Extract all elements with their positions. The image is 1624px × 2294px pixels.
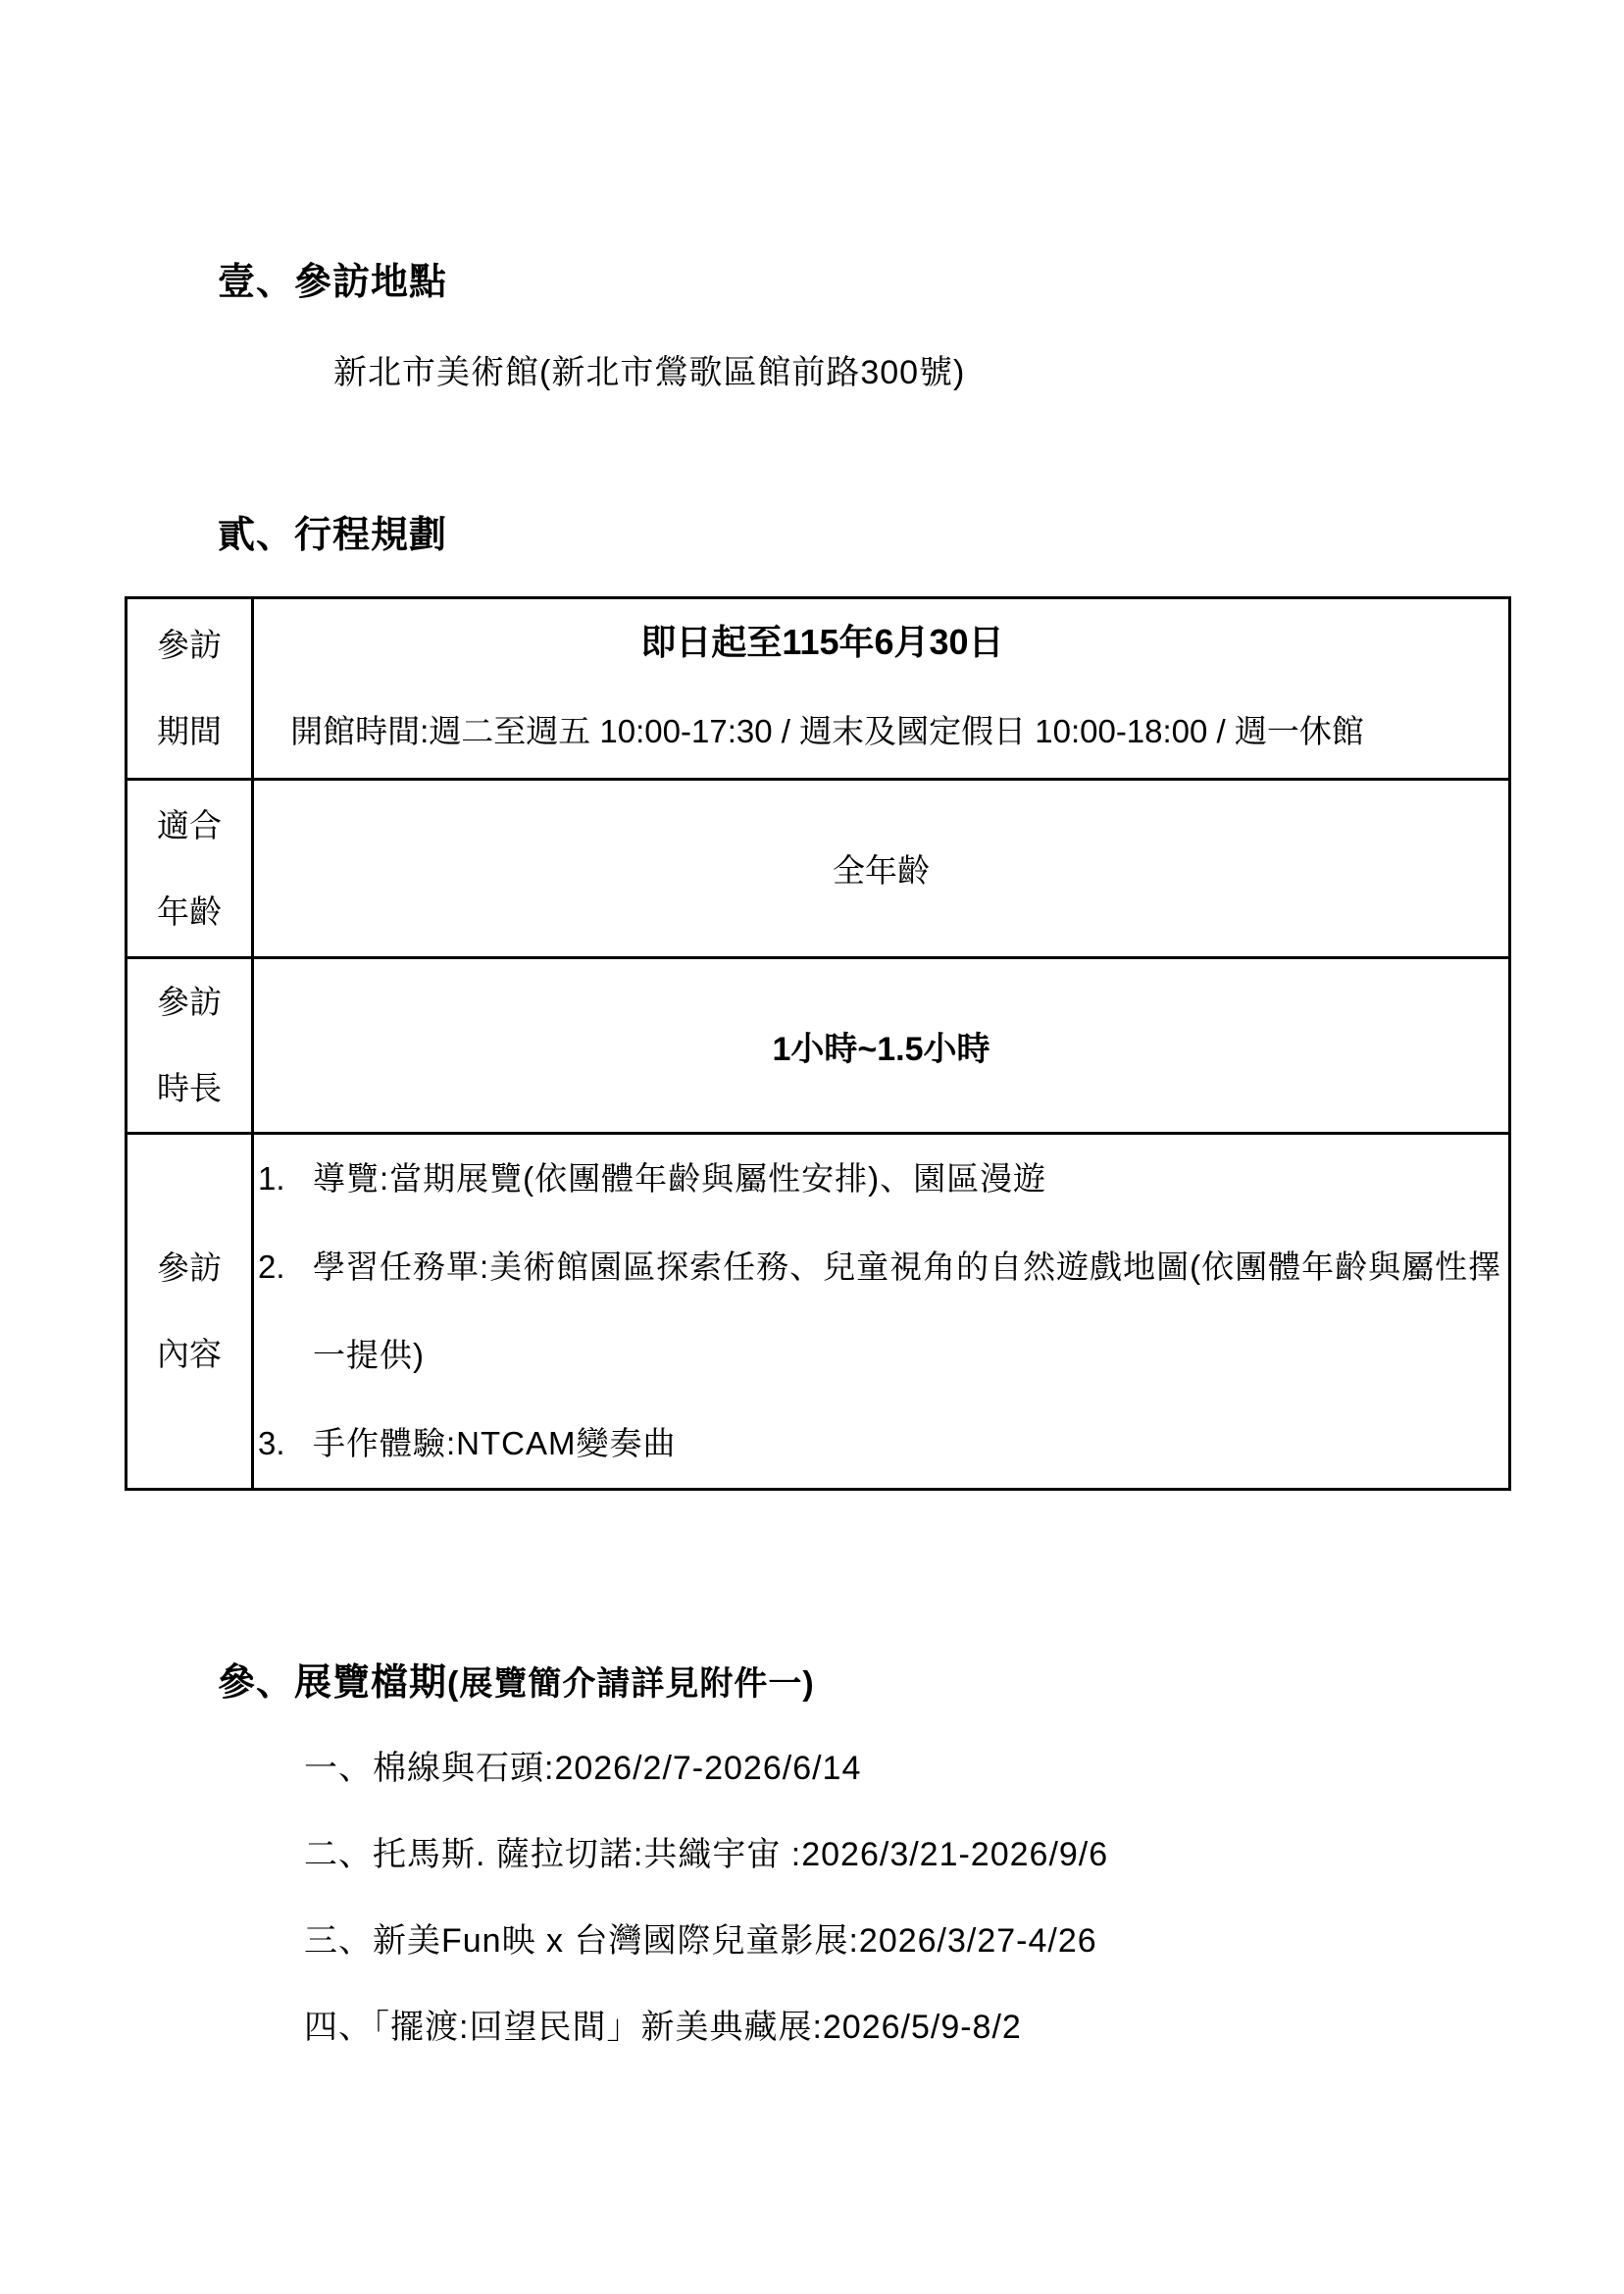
row-header-visit-content xyxy=(127,1134,253,1490)
row-header-label: 時長 xyxy=(157,1070,222,1106)
row-header-label: 參訪 xyxy=(157,1249,222,1286)
exhibition-item: 一、棉線與石頭:2026/2/7-2026/6/14 xyxy=(304,1750,862,1787)
list-number: 1. xyxy=(258,1160,285,1197)
row-header-visit-duration xyxy=(127,958,253,1134)
exhibition-item: 三、新美Fun映 x 台灣國際兒童影展:2026/3/27-4/26 xyxy=(304,1922,1097,1960)
exhibition-item: 二、托馬斯. 薩拉切諾:共織宇宙 :2026/3/21-2026/9/6 xyxy=(304,1836,1109,1873)
visit-content-item xyxy=(254,1135,1508,1223)
list-number: 3. xyxy=(258,1425,285,1461)
section2-heading: 貳、行程規劃 xyxy=(218,515,448,556)
museum-location-text: 新北市美術館(新北市鶯歌區館前路300號) xyxy=(333,354,966,391)
opening-hours-text: 開館時間:週二至週五 10:00-17:30 / 週末及國定假日 10:00-18:00 / 週一休館 xyxy=(290,713,1364,749)
visit-content-item xyxy=(254,1400,1508,1488)
section1-heading: 壹、參訪地點 xyxy=(218,262,448,303)
visit-period-dates: 即日起至115年6月30日 xyxy=(640,622,1004,662)
table-row-suitable-age xyxy=(127,780,1510,958)
table-row-visit-content xyxy=(127,1134,1510,1490)
table-row-visit-duration xyxy=(127,958,1510,1134)
list-text: 學習任務單:美術館園區探索任務、兒童視角的自然遊戲地圖(依團體年齡與屬性擇一提供) xyxy=(313,1249,1502,1373)
visit-content-cell xyxy=(253,1134,1510,1490)
exhibition-list xyxy=(304,1752,1108,2097)
section3-heading-main: 參、展覽檔期 xyxy=(218,1662,448,1704)
list-text: 導覽:當期展覽(依團體年齡與屬性安排)、園區漫遊 xyxy=(313,1160,1047,1197)
list-text: 手作體驗:NTCAM變奏曲 xyxy=(313,1425,677,1461)
row-header-label: 年齡 xyxy=(157,892,222,930)
suitable-age-cell: 全年齡 xyxy=(253,780,1510,958)
section3-heading xyxy=(218,1652,815,1706)
row-header-label: 參訪 xyxy=(157,984,222,1020)
row-header-suitable-age xyxy=(127,780,253,958)
exhibition-item: 四、「擺渡:回望民間」新美典藏展:2026/5/9-8/2 xyxy=(304,2009,1022,2046)
visit-duration-cell: 1小時~1.5小時 xyxy=(253,958,1510,1134)
row-header-label: 適合 xyxy=(157,806,222,843)
list-number: 2. xyxy=(258,1249,285,1285)
row-header-label: 期間 xyxy=(157,713,222,749)
table-row-visit-period xyxy=(127,598,1510,780)
section3-heading-note: (展覽簡介請詳見附件一) xyxy=(447,1665,815,1703)
row-header-label: 內容 xyxy=(157,1336,222,1372)
row-header-label: 參訪 xyxy=(157,627,222,663)
row-header-visit-period xyxy=(127,598,253,780)
visit-content-item xyxy=(254,1223,1508,1400)
itinerary-table xyxy=(125,596,1511,1491)
visit-period-cell xyxy=(253,598,1510,780)
